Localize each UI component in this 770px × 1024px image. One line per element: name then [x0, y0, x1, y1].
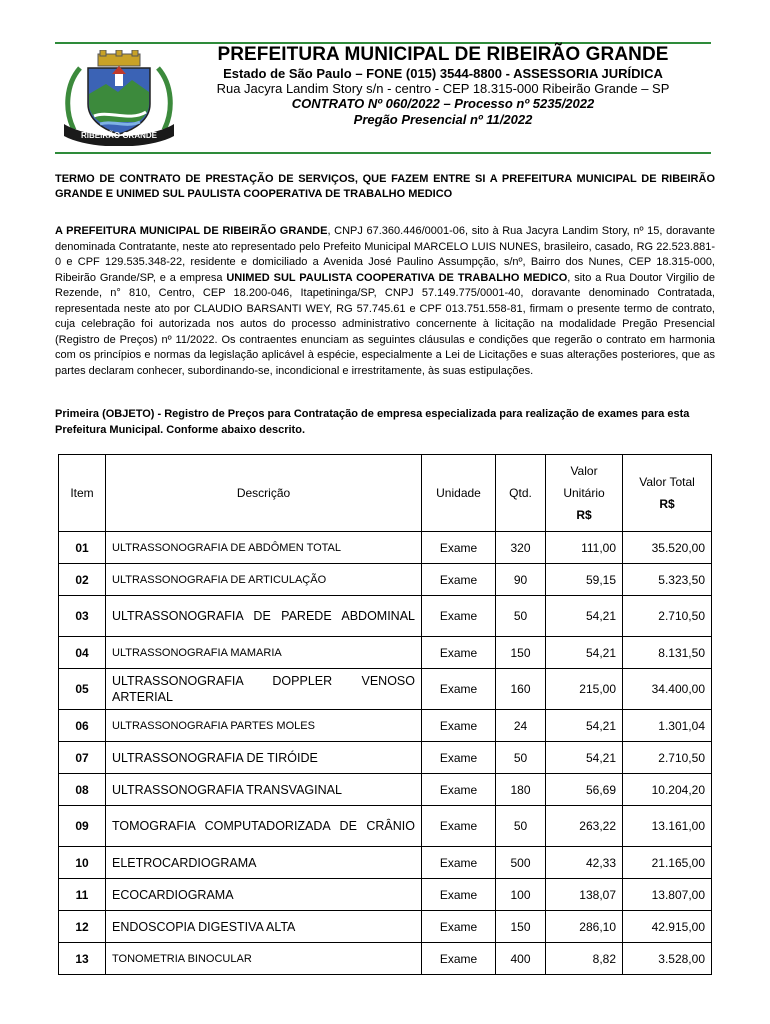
row-description: ULTRASSONOGRAFIA DE TIRÓIDE [106, 742, 422, 774]
row-description: ULTRASSONOGRAFIA DE ARTICULAÇÃO [106, 564, 422, 596]
row-quantity: 90 [496, 564, 546, 596]
row-item: 05 [59, 669, 106, 710]
table-row [59, 847, 712, 879]
page-title: PREFEITURA MUNICIPAL DE RIBEIRÃO GRANDE [217, 44, 669, 65]
row-item: 13 [59, 943, 106, 975]
header-total-line1: Valor Total [639, 475, 695, 489]
intro-paragraph [55, 224, 715, 379]
row-item: 11 [59, 879, 106, 911]
table-row [59, 564, 712, 596]
row-unit-value: 59,15 [546, 564, 623, 596]
table-row [59, 532, 712, 564]
header-contract-number: CONTRATO Nº 060/2022 – Processo nº 5235/2022 [291, 96, 595, 111]
header-address: Rua Jacyra Landim Story s/n - centro - CEP 18.315-000 Ribeirão Grande – SP [216, 81, 670, 96]
row-unit: Exame [422, 532, 496, 564]
table-row [59, 710, 712, 742]
row-unit-value: 42,33 [546, 847, 623, 879]
row-total-value: 5.323,50 [623, 564, 712, 596]
row-quantity: 160 [496, 669, 546, 710]
row-item: 01 [59, 532, 106, 564]
row-total-value: 13.807,00 [623, 879, 712, 911]
row-item: 02 [59, 564, 106, 596]
municipal-crest-icon [60, 50, 178, 146]
row-unit-value: 54,21 [546, 710, 623, 742]
header-item: Item [59, 455, 106, 532]
row-total-value: 2.710,50 [623, 596, 712, 637]
header-state-line: Estado de São Paulo – FONE (015) 3544-8800 - ASSESSORIA JURÍDICA [223, 66, 663, 81]
row-unit: Exame [422, 742, 496, 774]
row-unit-value: 286,10 [546, 911, 623, 943]
row-quantity: 24 [496, 710, 546, 742]
row-item: 04 [59, 637, 106, 669]
table-row [59, 596, 712, 637]
table-header-row [59, 455, 712, 532]
row-quantity: 150 [496, 637, 546, 669]
row-unit: Exame [422, 911, 496, 943]
row-unit: Exame [422, 637, 496, 669]
row-description: ULTRASSONOGRAFIA DOPPLER VENOSO ARTERIAL [106, 669, 422, 710]
row-description: ULTRASSONOGRAFIA DE PAREDE ABDOMINAL [106, 596, 422, 637]
row-unit: Exame [422, 847, 496, 879]
row-description: ENDOSCOPIA DIGESTIVA ALTA [106, 911, 422, 943]
row-total-value: 2.710,50 [623, 742, 712, 774]
header-total-value [623, 455, 712, 532]
row-total-value: 8.131,50 [623, 637, 712, 669]
table-row [59, 669, 712, 710]
row-unit: Exame [422, 806, 496, 847]
row-unit: Exame [422, 564, 496, 596]
row-total-value: 42.915,00 [623, 911, 712, 943]
row-quantity: 100 [496, 879, 546, 911]
header-unit-value-line2: Unitário [563, 486, 605, 500]
header-unit-value [546, 455, 623, 532]
row-unit: Exame [422, 879, 496, 911]
row-unit: Exame [422, 774, 496, 806]
header-unit: Unidade [422, 455, 496, 532]
clause-first-object: Primeira (OBJETO) - Registro de Preços para Contratação de empresa especializada para realização de exames para esta Prefeitura Municipal. Conforme abaixo descrito. [55, 408, 690, 436]
crest-ribbon-text: RIBEIRÃO GRANDE [80, 131, 158, 140]
row-quantity: 500 [496, 847, 546, 879]
contracted-party-name: UNIMED SUL PAULISTA COOPERATIVA DE TRABALHO MEDICO [226, 271, 568, 284]
row-description: ULTRASSONOGRAFIA MAMARIA [106, 637, 422, 669]
header-unit-value-line1: Valor [570, 464, 598, 478]
header-description: Descrição [106, 455, 422, 532]
row-unit-value: 54,21 [546, 596, 623, 637]
table-row [59, 806, 712, 847]
table-row [59, 879, 712, 911]
row-item: 12 [59, 911, 106, 943]
table-row [59, 943, 712, 975]
row-unit-value: 138,07 [546, 879, 623, 911]
header-block [178, 44, 708, 128]
row-quantity: 400 [496, 943, 546, 975]
row-description: ULTRASSONOGRAFIA DE ABDÔMEN TOTAL [106, 532, 422, 564]
row-description: ELETROCARDIOGRAMA [106, 847, 422, 879]
row-unit-value: 215,00 [546, 669, 623, 710]
intro-text-part2: , sito a Rua Doutor Virgilio de Rezende, n° 810, Centro, CEP 18.200-046, Itapetininga/SP, CNPJ 57.149.775/0001-40, doravante denominado Contratada, representada neste ato por CLAUDIO BARSANTI WEY, RG 57.745.61 e CPF 013.751.558-81, firmam o presente termo de contrato, cuja celebração foi autorizada nos autos do processo administrativo concernente à licitação na modalidade Pregão Presencial (Registro de Preços) nº 11/2022. Os contraentes enunciam as seguintes cláusulas e condições que regerão o contrato em harmonia com os princípios e normas da legislação aplicável à espécie, especialmente a Lei de Licitações e suas alterações posteriores, que as partes declaram conhecer, subordinando-se, incondicional e irrestritamente, às suas estipulações. [55, 271, 715, 377]
row-unit: Exame [422, 596, 496, 637]
row-quantity: 150 [496, 911, 546, 943]
row-quantity: 320 [496, 532, 546, 564]
row-unit: Exame [422, 943, 496, 975]
header-unit-value-line3: R$ [576, 508, 592, 522]
row-unit: Exame [422, 669, 496, 710]
row-total-value: 21.165,00 [623, 847, 712, 879]
header-total-line2: R$ [659, 497, 675, 511]
header-auction-number: Pregão Presencial nº 11/2022 [353, 112, 533, 127]
table-row [59, 637, 712, 669]
contracting-party-name: A PREFEITURA MUNICIPAL DE RIBEIRÃO GRANDE [55, 225, 328, 237]
row-quantity: 50 [496, 806, 546, 847]
row-unit: Exame [422, 710, 496, 742]
row-description: ULTRASSONOGRAFIA PARTES MOLES [106, 710, 422, 742]
row-total-value: 35.520,00 [623, 532, 712, 564]
row-unit-value: 56,69 [546, 774, 623, 806]
row-quantity: 50 [496, 596, 546, 637]
table-row [59, 774, 712, 806]
items-table [58, 454, 712, 975]
row-total-value: 10.204,20 [623, 774, 712, 806]
row-item: 10 [59, 847, 106, 879]
row-item: 03 [59, 596, 106, 637]
term-title: TERMO DE CONTRATO DE PRESTAÇÃO DE SERVIÇOS, QUE FAZEM ENTRE SI A PREFEITURA MUNICIPAL DE RIBEIRÃO GRANDE E UNIMED SUL PAULISTA COOPERATIVA DE TRABALHO MEDICO [55, 173, 715, 200]
row-quantity: 180 [496, 774, 546, 806]
row-item: 06 [59, 710, 106, 742]
row-item: 09 [59, 806, 106, 847]
row-unit-value: 54,21 [546, 742, 623, 774]
row-total-value: 1.301,04 [623, 710, 712, 742]
row-total-value: 3.528,00 [623, 943, 712, 975]
row-quantity: 50 [496, 742, 546, 774]
row-description: ECOCARDIOGRAMA [106, 879, 422, 911]
row-unit-value: 8,82 [546, 943, 623, 975]
row-description: TONOMETRIA BINOCULAR [106, 943, 422, 975]
row-unit-value: 111,00 [546, 532, 623, 564]
row-description: ULTRASSONOGRAFIA TRANSVAGINAL [106, 774, 422, 806]
row-unit-value: 263,22 [546, 806, 623, 847]
header-bottom-rule [55, 152, 711, 154]
header-quantity: Qtd. [496, 455, 546, 532]
row-total-value: 34.400,00 [623, 669, 712, 710]
intro-text-part1: , CNPJ 67.360.446/0001-06, sito à Rua Jacyra Landim Story, nº 15, doravante denominada Contratante, neste ato representado pelo Prefeito Municipal MARCELO LUIS NUNES, brasileiro, casado, RG 22.523.881-0 e CPF 129.535.348-22, residente e domiciliado a Avenida José Paulino Assumpção, s/nº, Bairro dos Nunes, CEP 18.315-000, Ribeirão Grande/SP, e a empresa [55, 225, 715, 284]
row-item: 08 [59, 774, 106, 806]
row-item: 07 [59, 742, 106, 774]
row-description: TOMOGRAFIA COMPUTADORIZADA DE CRÂNIO [106, 806, 422, 847]
table-row [59, 742, 712, 774]
table-row [59, 911, 712, 943]
row-unit-value: 54,21 [546, 637, 623, 669]
row-total-value: 13.161,00 [623, 806, 712, 847]
